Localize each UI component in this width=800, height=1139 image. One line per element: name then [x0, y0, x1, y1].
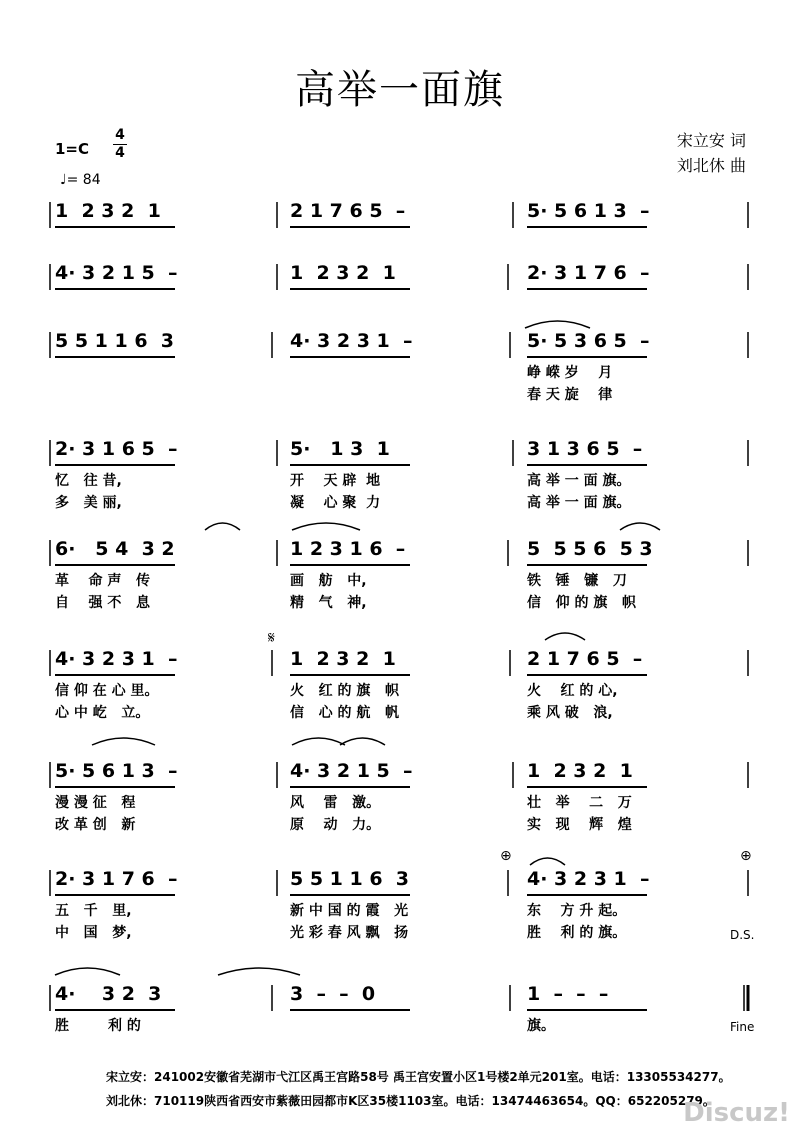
- lyric-line: 开 天 辟 地: [290, 473, 381, 489]
- measure-notes: 4· 3 2 3 1 –: [55, 648, 178, 670]
- lyricist-credit: 宋立安 词: [676, 131, 746, 150]
- measure-notes: 5· 5 3 6 5 –: [527, 330, 650, 352]
- lyric-line: 凝 心 聚 力: [290, 495, 381, 511]
- lyric-line: 火 红 的 心,: [527, 683, 618, 699]
- tempo-value: = 84: [66, 172, 101, 188]
- footer-contact-1: 宋立安：241002安徽省芜湖市弋江区禹王宫路58号 禹王宫安置小区1号楼2单元201室。电话：13305534277。: [106, 1070, 731, 1084]
- measure-notes: 1 2 3 2 1: [290, 262, 396, 284]
- lyric-line: 中 国 梦,: [55, 925, 132, 941]
- measure-notes: 2· 3 1 6 5 –: [55, 438, 178, 460]
- meter-top: 4: [115, 127, 125, 143]
- measure-notes: 1 – – –: [527, 983, 609, 1005]
- lyric-line: 忆 往 昔,: [55, 473, 122, 489]
- lyric-line: 画 舫 中,: [290, 573, 367, 589]
- lyric-line: 原 动 力。: [290, 817, 381, 833]
- lyric-line: 信 心 的 航 帆: [290, 705, 399, 721]
- lyric-line: 自 强 不 息: [55, 595, 150, 611]
- fine-marking: Fine: [730, 1020, 755, 1034]
- measure-notes: 5 5 1 1 6 3: [290, 868, 410, 890]
- slur: [340, 738, 385, 745]
- lyric-line: 铁 锤 镰 刀: [527, 573, 627, 589]
- measure-notes: 5· 5 6 1 3 –: [55, 760, 178, 782]
- slur: [92, 738, 155, 745]
- measure-notes: 2 1 7 6 5 –: [290, 200, 406, 222]
- lyric-line: 漫 漫 征 程: [55, 795, 136, 811]
- quarter-note-icon: ♩: [60, 172, 67, 188]
- measure-notes: 5· 1 3 1: [290, 438, 390, 460]
- ds-marking: D.S.: [730, 928, 755, 942]
- lyric-line: 精 气 神,: [290, 595, 367, 611]
- measure-notes: 1 2 3 1 6 –: [290, 538, 406, 560]
- lyric-line: 旗。: [527, 1018, 555, 1034]
- measure-notes: 1 2 3 2 1: [290, 648, 396, 670]
- lyric-line: 乘 风 破 浪,: [527, 705, 613, 721]
- slur: [530, 858, 565, 865]
- lyric-line: 五 千 里,: [55, 903, 132, 919]
- lyric-line: 高 举 一 面 旗。: [527, 473, 631, 489]
- lyric-line: 光 彩 春 风 飘 扬: [290, 925, 409, 941]
- lyric-line: 信 仰 的 旗 帜: [527, 595, 636, 611]
- measure-notes: 1 2 3 2 1: [55, 200, 161, 222]
- measure-notes: 4· 3 2 3: [55, 983, 162, 1005]
- lyric-line: 改 革 创 新: [55, 817, 136, 833]
- measure-notes: 4· 3 2 3 1 –: [290, 330, 413, 352]
- slur: [525, 321, 590, 328]
- lyric-line: 壮 举 二 万: [527, 795, 632, 811]
- lyric-line: 火 红 的 旗 帜: [290, 683, 399, 699]
- lyric-line: 峥 嵘 岁 月: [527, 365, 613, 381]
- composer-credit: 刘北休 曲: [676, 156, 746, 175]
- measure-notes: 2· 3 1 7 6 –: [527, 262, 650, 284]
- song-title: 高举一面旗: [295, 67, 505, 113]
- lyric-line: 胜 利 的 旗。: [527, 925, 627, 941]
- measure-notes: 2 1 7 6 5 –: [527, 648, 643, 670]
- slur: [218, 968, 300, 975]
- measure-notes: 4· 3 2 1 5 –: [290, 760, 413, 782]
- slur: [620, 523, 660, 530]
- lyric-line: 胜 利 的: [55, 1018, 141, 1034]
- slur: [205, 523, 240, 530]
- slur: [292, 738, 345, 745]
- coda-icon-end: ⊕: [740, 848, 752, 864]
- lyric-line: 高 举 一 面 旗。: [527, 495, 631, 511]
- lyric-line: 新 中 国 的 霞 光: [290, 903, 409, 919]
- measure-notes: 5 5 1 1 6 3: [55, 330, 175, 352]
- slur: [292, 523, 360, 530]
- segno-icon: 𝄋: [268, 628, 275, 647]
- key-signature: 1=C: [55, 140, 90, 158]
- lyric-line: 东 方 升 起。: [527, 903, 627, 919]
- measure-notes: 6· 5 4 3 2: [55, 538, 175, 560]
- footer-contact-2: 刘北休：710119陕西省西安市紫薇田园都市K区35楼1103室。电话：13474463654。QQ：652205279。: [106, 1094, 715, 1108]
- lyric-line: 多 美 丽,: [55, 495, 122, 511]
- lyric-line: 信 仰 在 心 里。: [55, 683, 159, 699]
- measure-notes: 2· 3 1 7 6 –: [55, 868, 178, 890]
- watermark: Discuz!: [683, 1098, 790, 1128]
- coda-icon: ⊕: [500, 848, 512, 864]
- lyric-line: 风 雷 激。: [290, 795, 381, 811]
- lyric-line: 实 现 辉 煌: [527, 817, 632, 833]
- lyric-line: 春 天 旋 律: [527, 387, 613, 403]
- measure-notes: 1 2 3 2 1: [527, 760, 633, 782]
- measure-notes: 3 – – 0: [290, 983, 376, 1005]
- slur: [55, 968, 120, 975]
- measure-notes: 4· 3 2 1 5 –: [55, 262, 178, 284]
- slur: [545, 633, 585, 640]
- meter-bottom: 4: [115, 145, 125, 161]
- measure-notes: 5 5 5 6 5 3: [527, 538, 653, 560]
- measure-notes: 3 1 3 6 5 –: [527, 438, 643, 460]
- measure-notes: 5· 5 6 1 3 –: [527, 200, 650, 222]
- lyric-line: 心 中 屹 立。: [55, 705, 150, 721]
- lyric-line: 革 命 声 传: [55, 573, 150, 589]
- measure-notes: 4· 3 2 3 1 –: [527, 868, 650, 890]
